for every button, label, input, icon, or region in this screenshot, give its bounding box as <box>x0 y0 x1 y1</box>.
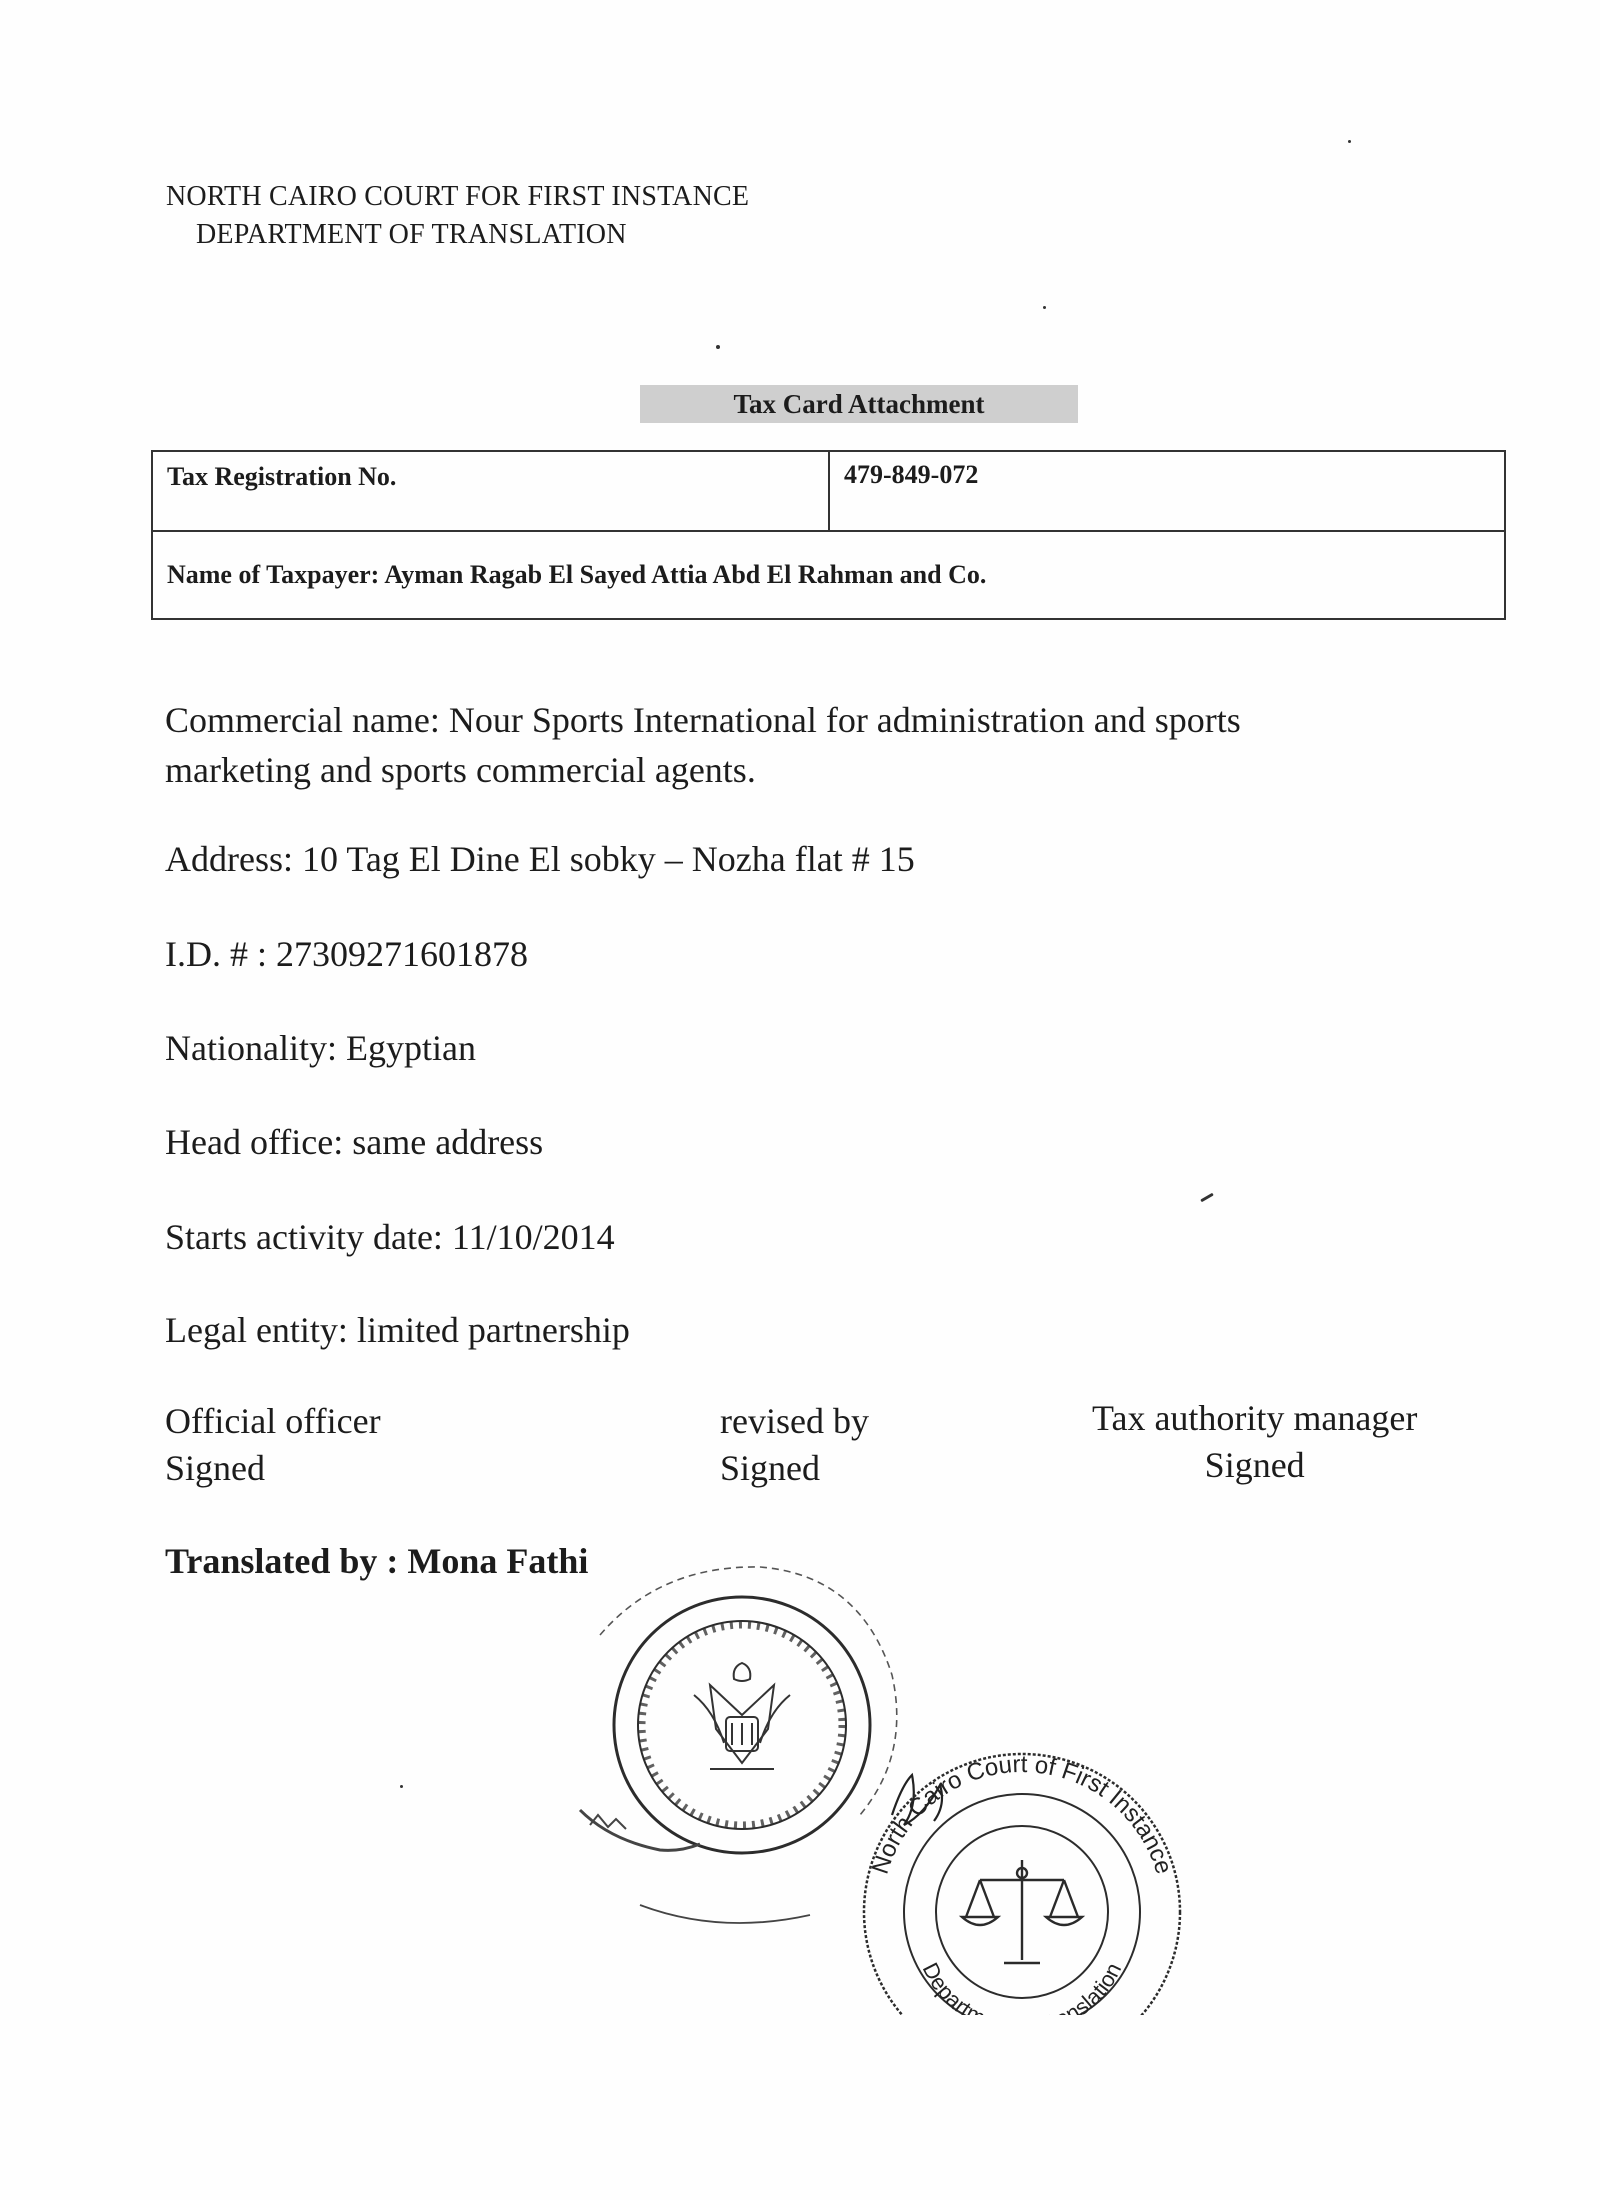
nationality: Nationality: Egyptian <box>165 1028 476 1068</box>
scan-speck <box>1200 1193 1214 1203</box>
start-date: Starts activity date: 11/10/2014 <box>165 1217 615 1257</box>
court-header <box>166 178 749 254</box>
tax-manager-title: Tax authority manager <box>1092 1398 1418 1438</box>
scan-speck <box>400 1785 403 1788</box>
reviser-signature <box>720 1398 869 1492</box>
taxpayer-name: Name of Taxpayer: Ayman Ragab El Sayed Attia Abd El Rahman and Co. <box>167 560 987 589</box>
court-name: NORTH CAIRO COURT FOR FIRST INSTANCE <box>166 181 750 212</box>
address: Address: 10 Tag El Dine El sobky – Nozha flat # 15 <box>165 839 915 879</box>
scan-speck <box>1348 140 1351 143</box>
taxpayer-row <box>153 532 1504 618</box>
signature-block <box>0 1398 1600 1508</box>
scan-speck <box>716 345 720 349</box>
tax-manager-signature <box>1092 1395 1417 1489</box>
attachment-title: Tax Card Attachment <box>640 385 1078 423</box>
commercial-name-line1: Commercial name: Nour Sports International for administration and sports <box>165 700 1241 740</box>
id-number: I.D. # : 27309271601878 <box>165 934 528 974</box>
commercial-name <box>165 695 1241 795</box>
tax-table <box>151 450 1506 620</box>
tax-registration-row <box>153 452 1504 532</box>
official-officer-signature <box>165 1398 381 1492</box>
court-seal-stamp <box>864 1751 1180 2015</box>
commercial-name-line2: marketing and sports commercial agents. <box>165 750 756 790</box>
tax-registration-label: Tax Registration No. <box>153 452 830 530</box>
official-officer-signed: Signed <box>165 1448 266 1488</box>
government-seal-stamp <box>580 1597 870 1853</box>
reviser-title: revised by <box>720 1401 869 1441</box>
scan-speck <box>1043 306 1046 309</box>
tax-manager-signed: Signed <box>1204 1445 1305 1485</box>
translator-line: Translated by : Mona Fathi <box>165 1541 589 1581</box>
department-stamp-text: Depart nslation <box>917 1958 1127 2015</box>
court-stamp-text: North Cairo Court of First Instance <box>866 1750 1178 1878</box>
official-officer-title: Official officer <box>165 1401 381 1441</box>
scales-of-justice-icon <box>962 1860 1082 1963</box>
department-name: DEPARTMENT OF TRANSLATION <box>196 219 627 250</box>
tax-registration-value: 479-849-072 <box>844 460 979 489</box>
stamps-svg <box>520 1555 1240 2015</box>
reviser-signed: Signed <box>720 1448 821 1488</box>
eagle-emblem-icon <box>694 1663 790 1769</box>
head-office: Head office: same address <box>165 1122 544 1162</box>
legal-entity: Legal entity: limited partnership <box>165 1310 630 1350</box>
stamps-area <box>520 1555 1240 2015</box>
